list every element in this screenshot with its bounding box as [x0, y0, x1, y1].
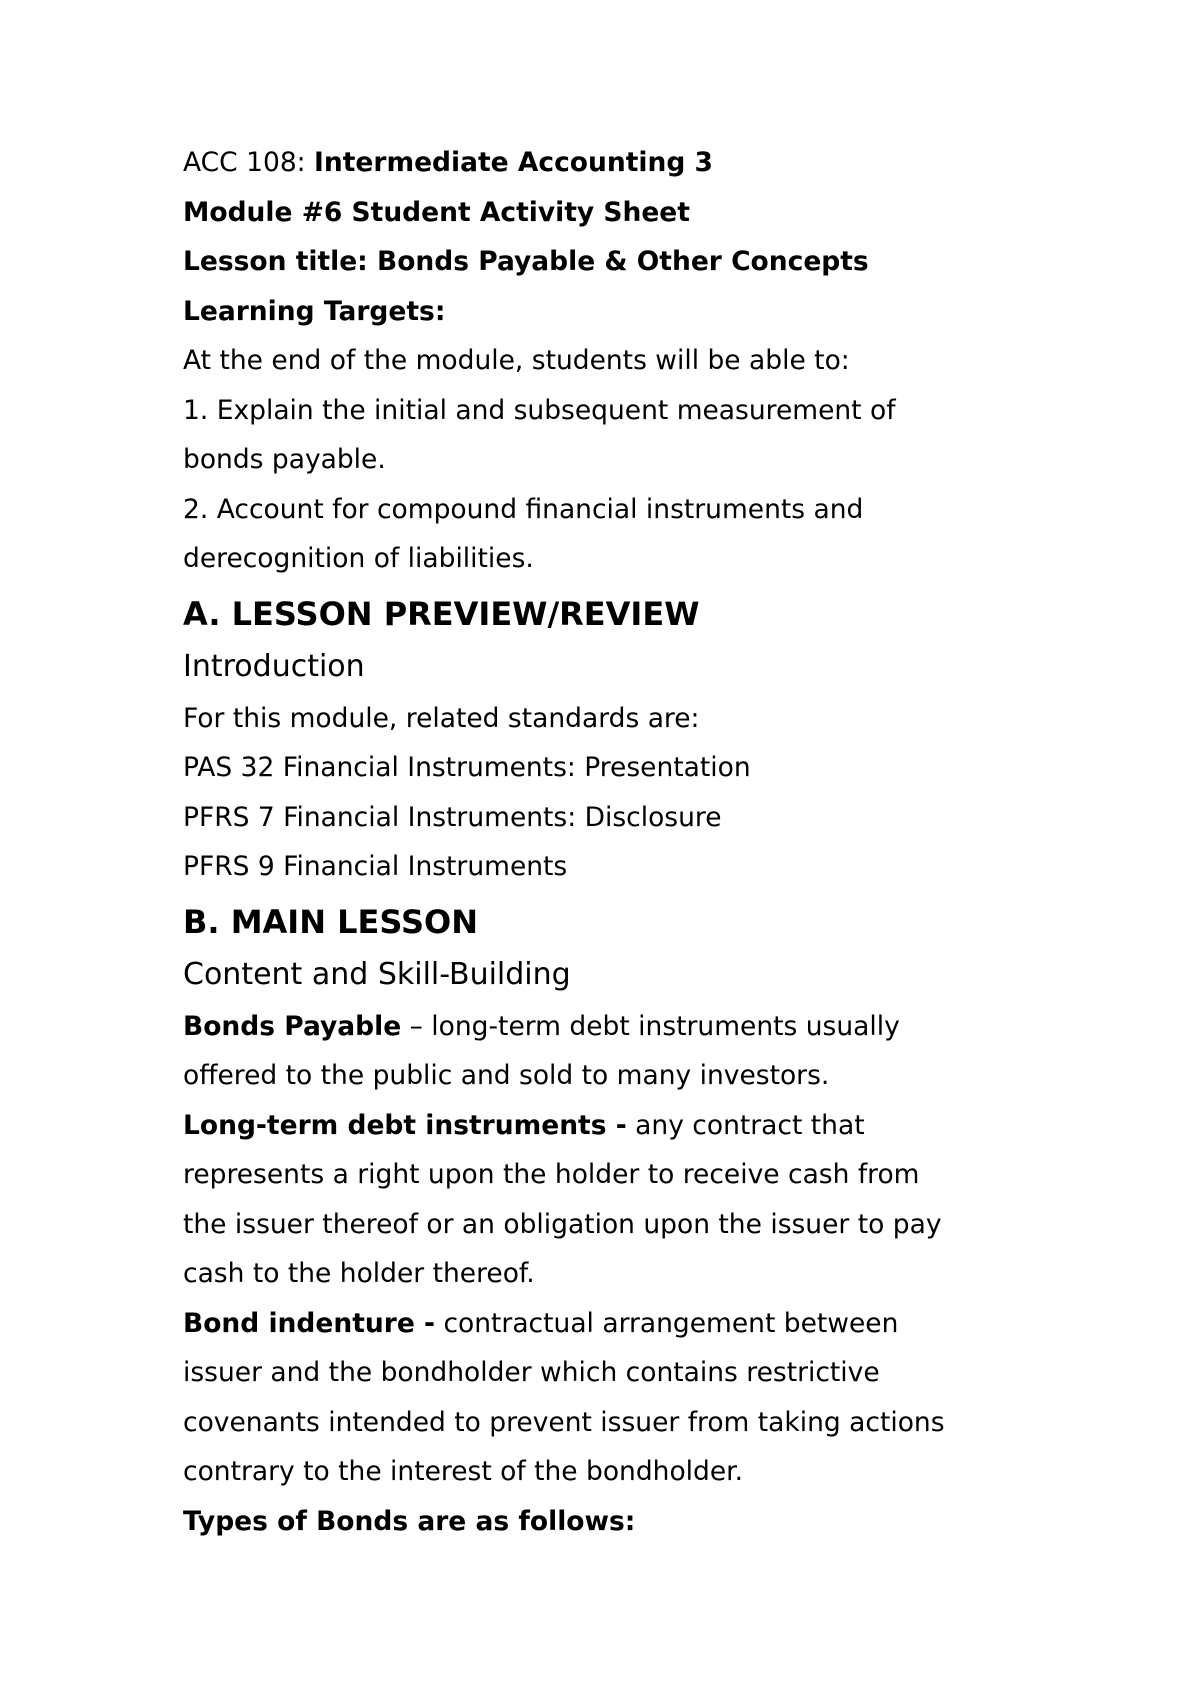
section-b-heading: B. MAIN LESSON [183, 902, 479, 941]
definition-text: contractual arrangement between [435, 1307, 899, 1339]
definition-text: issuer and the bondholder which contains restrictive [183, 1357, 880, 1388]
definition-text: any contract that [626, 1109, 865, 1141]
definition-text: – long-term debt instruments usually [401, 1010, 900, 1042]
course-line [183, 138, 1043, 188]
definition-text: covenants intended to prevent issuer from taking actions [183, 1406, 945, 1438]
target-1-line-1: 1. Explain the initial and subsequent measurement of [183, 394, 896, 426]
definition-text: offered to the public and sold to many investors. [183, 1060, 830, 1091]
targets-intro: At the end of the module, students will be able to: [183, 345, 850, 376]
definition-text: represents a right upon the holder to receive cash from [183, 1159, 920, 1190]
definition-text: cash to the holder thereof. [183, 1258, 535, 1289]
definition-term: Bonds Payable [183, 1010, 402, 1042]
document-body [183, 138, 1043, 1546]
target-1-line-2: bonds payable. [183, 444, 386, 475]
definition-long-term-debt [183, 1101, 1043, 1151]
standard-item: PFRS 7 Financial Instruments: Disclosure [183, 801, 722, 833]
standard-item: PAS 32 Financial Instruments: Presentation [183, 752, 751, 783]
definition-term: Bond indenture - [183, 1307, 436, 1339]
section-b-subheading: Content and Skill-Building [183, 956, 571, 992]
types-of-bonds-heading: Types of Bonds are as follows: [183, 1505, 636, 1537]
section-a-heading: A. LESSON PREVIEW/REVIEW [183, 594, 700, 633]
definition-term: Long-term debt instruments - [183, 1109, 627, 1141]
target-2-line-1: 2. Account for compound financial instruments and [183, 493, 864, 525]
definition-bond-indenture [183, 1299, 1043, 1349]
definition-bonds-payable [183, 1002, 1043, 1052]
target-2-line-2: derecognition of liabilities. [183, 543, 534, 574]
section-a-subheading: Introduction [183, 648, 365, 684]
definition-text: contrary to the interest of the bondholder. [183, 1456, 744, 1487]
learning-targets-label: Learning Targets: [183, 295, 446, 327]
module-title: Module #6 Student Activity Sheet [183, 196, 690, 228]
course-prefix: ACC 108: [183, 147, 315, 178]
definition-text: the issuer thereof or an obligation upon the issuer to pay [183, 1208, 942, 1240]
course-title: Intermediate Accounting 3 [314, 147, 713, 178]
standard-item: PFRS 9 Financial Instruments [183, 851, 568, 882]
standards-intro: For this module, related standards are: [183, 702, 700, 734]
lesson-title: Lesson title: Bonds Payable & Other Concepts [183, 246, 869, 277]
